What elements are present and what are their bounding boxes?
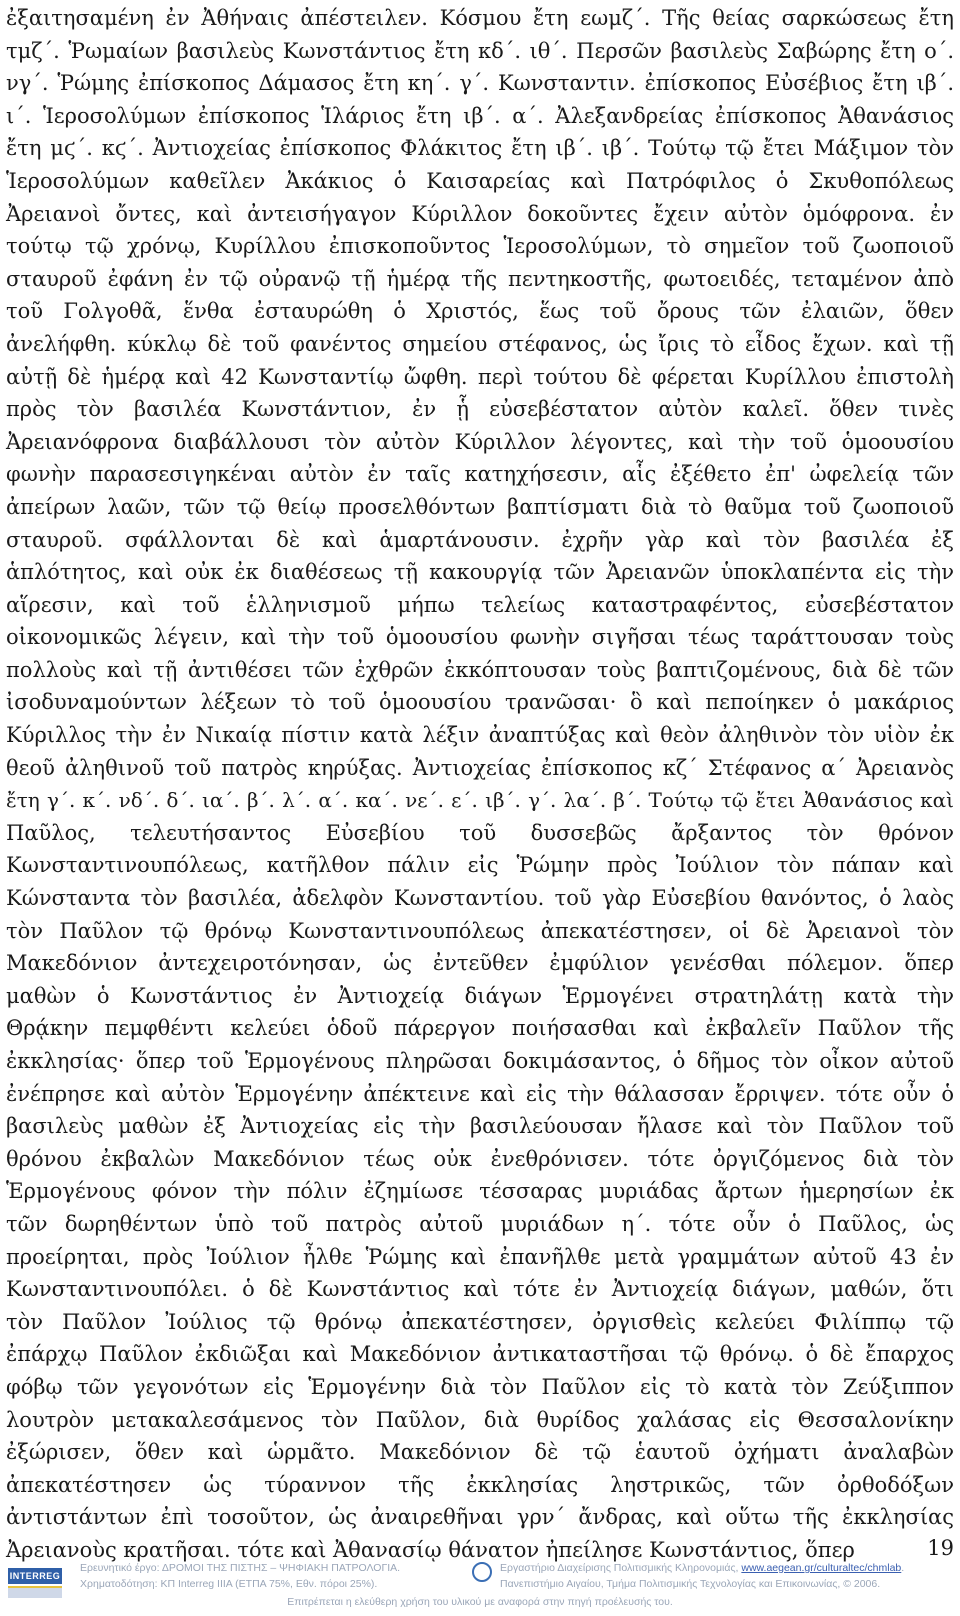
university-seal-icon	[472, 1562, 492, 1582]
body-text	[6, 2, 954, 1567]
footer-logos	[8, 1564, 68, 1600]
text-line: Μακεδόνιον ἀντεχειροτόνησαν, ὡς ἐντεῦθεν ἐμφύλιον γενέσθαι πόλεμον. ὅπερ	[6, 951, 954, 976]
text-line: πρὸς τὸν βασιλέα Κωνστάντιον, ἐν ᾗ εὐσεβέστατον αὐτὸν καλεῖ. ὅθεν τινὲς	[6, 397, 954, 422]
text-line: τὸν Παῦλον τῷ θρόνῳ Κωνσταντινουπόλεως ἀπεκατέστησεν, οἱ δὲ Ἀρειανοὶ τὸν	[6, 918, 954, 943]
text-line: ἀνελήφθη. κύκλῳ δὲ τοῦ φανέντος σημείου στέφανος, ὡς ἴρις τὸ εἶδος ἔχων. καὶ τῇ	[6, 331, 954, 356]
text-line: Παῦλος, τελευτήσαντος Εὐσεβίου τοῦ δυσσεβῶς ἄρξαντος τὸν θρόνον	[6, 820, 954, 845]
text-line: ι΄. Ἱεροσολύμων ἐπίσκοπος Ἱλάριος ἔτη ιβ΄. α΄. Ἀλεξανδρείας ἐπίσκοπος Ἀθανάσιος	[6, 103, 954, 128]
text-line: λουτρὸν μετακαλεσάμενος τὸν Παῦλον, διὰ θυρίδος χαλάσας εἰς Θεσσαλονίκην	[6, 1407, 954, 1432]
text-line: αἵρεσιν, καὶ τοῦ ἑλληνισμοῦ μήπω τελείως καταστραφέντος, εὐσεβέστατον	[6, 592, 954, 617]
footer-university-line: Πανεπιστήμιο Αιγαίου, Τμήμα Πολιτισμικής Τεχνολογίας και Επικοινωνίας, © 2006.	[500, 1578, 881, 1590]
text-line: Ἑρμογένους φόνον τὴν πόλιν ἐζημίωσε τέσσαρας μυριάδας ἄρτων ἡμερησίων ἐκ	[6, 1179, 954, 1204]
page-number: 19	[927, 1536, 954, 1560]
text-line: ἐξώρισεν, ὅθεν καὶ ὡρμᾶτο. Μακεδόνιον δὲ τῷ ἑαυτοῦ ὀχήματι ἀναλαβὼν	[6, 1440, 954, 1465]
text-line: Ἱεροσολύμων καθεῖλεν Ἀκάκιος ὁ Καισαρείας καὶ Πατρόφιλος ὁ Σκυθοπόλεως	[6, 168, 954, 193]
footer	[0, 1556, 960, 1616]
text-line: φωνὴν παρασεσιγηκέναι αὐτὸν ἐν ταῖς κατηχήσεσιν, αἷς ἐξέθετο ἐπ' ὠφελείᾳ τῶν	[6, 462, 954, 487]
text-line: σταυροῦ ἐφάνη ἐν τῷ οὐρανῷ τῇ ἡμέρᾳ τῆς πεντηκοστῆς, φωτοειδές, τεταμένον ἀπὸ	[6, 266, 954, 291]
footer-lab-name: Εργαστήριο Διαχείρισης Πολιτισμικής Κληρονομιάς,	[500, 1562, 742, 1574]
text-line: Ἀρειανοὶ ὄντες, καὶ ἀντεισήγαγον Κύριλλον δοκοῦντες ἔχειν αὐτὸν ὁμόφρονα. ἐν	[6, 201, 954, 226]
text-line: αὐτῇ δὲ ἡμέρᾳ καὶ 42 Κωνσταντίῳ ὤφθη. περὶ τούτου δὲ φέρεται Κυρίλλου ἐπιστολὴ	[6, 364, 954, 389]
text-line: Θρᾴκην πεμφθέντι κελεύει ὁδοῦ πάρεργον ποιήσασθαι καὶ ἐκβαλεῖν Παῦλον τῆς	[6, 1016, 954, 1041]
footer-lab-period: .	[901, 1562, 905, 1574]
text-line: ἐπάρχῳ Παῦλον ἐκδιῶξαι καὶ Μακεδόνιον ἀντικαταστῆσαι τῷ θρόνῳ. ὁ δὲ ἔπαρχος	[6, 1342, 954, 1367]
text-line: Ἀρειανόφρονα διαβάλλουσι τὸν αὐτὸν Κύριλλον λέγοντες, καὶ τὴν τοῦ ὁμοουσίου	[6, 429, 954, 454]
footer-notice: Επιτρέπεται η ελεύθερη χρήση του υλικού με αναφορά στην πηγή προέλευσής του.	[287, 1596, 673, 1608]
text-line: τμζ΄. Ῥωμαίων βασιλεὺς Κωνστάντιος ἔτη κδ΄. ιθ΄. Περσῶν βασιλεὺς Σαβώρης ἔτη ο΄.	[6, 38, 954, 63]
text-line: φόβῳ τῶν γεγονότων εἰς Ἑρμογένην διὰ τὸν Παῦλον εἰς τὸ κατὰ τὸν Ζεύξιππον	[6, 1374, 954, 1399]
text-line: ἀντιστάντων ἐπὶ τοσοῦτον, ὡς ἀναιρεθῆναι γρν΄ ἄνδρας, καὶ οὕτω τῆς ἐκκλησίας	[6, 1505, 954, 1530]
footer-project-line: Ερευνητικό έργο: ΔΡΟΜΟΙ ΤΗΣ ΠΙΣΤΗΣ – ΨΗΦΙΑΚΗ ΠΑΤΡΟΛΟΓΙΑ.	[80, 1562, 401, 1574]
text-line: ἔτη γ΄. κ΄. νδ΄. δ΄. ια΄. β΄. λ΄. α΄. κα΄. νε΄. ε΄. ιβ΄. γ΄. λα΄. β΄. Τούτῳ τῷ ἔτει Ἀθανάσιος καὶ	[6, 788, 954, 813]
text-line: προείρηται, πρὸς Ἰούλιον ἦλθε Ῥώμης καὶ ἐπανῆλθε μετὰ γραμμάτων αὐτοῦ 43 ἐν	[6, 1244, 954, 1269]
footer-lab-link[interactable]: www.aegean.gr/culturaltec/chmlab	[741, 1562, 902, 1574]
text-line: τὸν Παῦλον Ἰούλιος τῷ θρόνῳ ἀπεκατέστησεν, ὀργισθεὶς κελεύει Φιλίππῳ τῷ	[6, 1309, 954, 1334]
interreg-logo-icon: INTERREG	[8, 1568, 62, 1584]
text-line: θεοῦ ἀληθινοῦ τοῦ πατρὸς κηρύξας. Ἀντιοχείας ἐπίσκοπος κζ΄ Στέφανος α΄ Ἀρειανὸς	[6, 755, 954, 780]
text-line: Κωνσταντινουπόλει. ὁ δὲ Κωνστάντιος καὶ τότε ἐν Ἀντιοχείᾳ διάγων, μαθών, ὅτι	[6, 1277, 954, 1302]
text-line: Ἀρειανοὺς κρατῆσαι. τότε καὶ Ἀθανασίῳ θάνατον ἠπείλησε Κωνστάντιος, ὅπερ	[6, 1537, 855, 1562]
footer-funding-line: Χρηματοδότηση: ΚΠ Interreg IIIA (ΕΤΠΑ 75%, Εθν. πόροι 25%).	[80, 1578, 378, 1590]
text-line: ἰσοδυναμούντων λέξεων τὸ τοῦ ὁμοουσίου τρανῶσαι· ὃ καὶ πεποίηκεν ὁ μακάριος	[6, 690, 954, 715]
text-line: ἐνέπρησε καὶ αὐτὸν Ἑρμογένην ἀπέκτεινε καὶ εἰς τὴν θάλασσαν ἔρριψεν. τότε οὖν ὁ	[6, 1081, 954, 1106]
text-line: ἔτη μϛ΄. κϛ΄. Ἀντιοχείας ἐπίσκοπος Φλάκιτος ἔτη ιβ΄. ιβ΄. Τούτῳ τῷ ἔτει Μάξιμον τὸν	[6, 136, 954, 161]
text-line: τῶν δωρηθέντων ὑπὸ τοῦ πατρὸς αὐτοῦ μυριάδων η΄. τότε οὖν ὁ Παῦλος, ὡς	[6, 1211, 954, 1236]
text-line: θρόνου ἐκβαλὼν Μακεδόνιον τέως οὐκ ἐνεθρόνισεν. τότε ὀργιζόμενος διὰ τὸν	[6, 1146, 954, 1171]
text-line: βασιλεὺς μαθὼν ἐξ Ἀντιοχείας εἰς τὴν βασιλεύουσαν ἤλασε καὶ τὸν Παῦλον τοῦ	[6, 1114, 954, 1139]
footer-funding	[80, 1560, 480, 1592]
text-line: ἁπλότητος, καὶ οὐκ ἐκ διαθέσεως τῇ κακουργίᾳ τῶν Ἀρειανῶν ὑποκλαπέντα εἰς τὴν	[6, 560, 954, 585]
text-line: ἐκκλησίας· ὅπερ τοῦ Ἑρμογένους πληρῶσαι δοκιμάσαντος, ὁ δῆμος τὸν οἶκον αὐτοῦ	[6, 1049, 954, 1073]
text-line: ἀπείρων λαῶν, τῶν τῷ θείῳ προσελθόντων βαπτίσματι διὰ τὸ θαῦμα τοῦ ζωοποιοῦ	[6, 494, 954, 519]
text-line: οἰκονομικῶς λέγειν, καὶ τὴν τοῦ ὁμοουσίου φωνὴν σιγῆσαι τέως ταράττουσαν τοὺς	[6, 625, 954, 650]
text-line: μαθὼν ὁ Κωνστάντιος ἐν Ἀντιοχείᾳ διάγων Ἑρμογένει στρατηλάτῃ κατὰ τὴν	[6, 983, 954, 1008]
text-line: ἀπεκατέστησεν ὡς τύραννον τῆς ἐκκλησίας ληστρικῶς, τῶν ὀρθοδόξων	[6, 1472, 954, 1497]
text-line: τοῦ Γολγοθᾶ, ἕνθα ἐσταυρώθη ὁ Χριστός, ἕως τοῦ ὄρους τῶν ἐλαιῶν, ὅθεν	[6, 299, 954, 324]
text-line: σταυροῦ. σφάλλονται δὲ καὶ ἁμαρτάνουσιν. ἐχρῆν γὰρ καὶ τὸν βασιλέα ἐξ	[6, 527, 954, 552]
text-line: νγ΄. Ῥώμης ἐπίσκοπος Δάμασος ἔτη κη΄. γ΄. Κωνσταντιν. ἐπίσκοπος Εὐσέβιος ἔτη ιβ΄.	[6, 71, 954, 96]
text-line: Κύριλλος τὴν ἐν Νικαίᾳ πίστιν κατὰ λέξιν ἀναπτύξας καὶ θεὸν ἀληθινὸν τὸν υἱὸν ἐκ	[6, 723, 954, 748]
text-line: Κώνσταντα τὸν βασιλέα, ἀδελφὸν Κωνσταντίου. τοῦ γὰρ Εὐσεβίου θανόντος, ὁ λαὸς	[6, 886, 954, 911]
text-line: ἐξαιτησαμένη ἐν Ἀθήναις ἀπέστειλεν. Κόσμου ἔτη εωμζ΄. Τῆς θείας σαρκώσεως ἔτη	[6, 6, 954, 30]
footer-lab	[500, 1560, 940, 1592]
text-line: τούτῳ τῷ χρόνῳ, Κυρίλλου ἐπισκοποῦντος Ἱεροσολύμων, τὸ σημεῖον τοῦ ζωοποιοῦ	[6, 234, 954, 259]
text-line: Κωνσταντινουπόλεως, κατῆλθον πάλιν εἰς Ῥώμην πρὸς Ἰούλιον τὸν πάπαν καὶ	[6, 853, 954, 878]
text-line: πολλοὺς καὶ τῇ ἀντιθέσει τῶν ἐχθρῶν ἐκκόπτουσαν τοὺς βαπτιζομένους, διὰ δὲ τῶν	[6, 657, 954, 682]
footer-lab-line	[500, 1560, 940, 1576]
